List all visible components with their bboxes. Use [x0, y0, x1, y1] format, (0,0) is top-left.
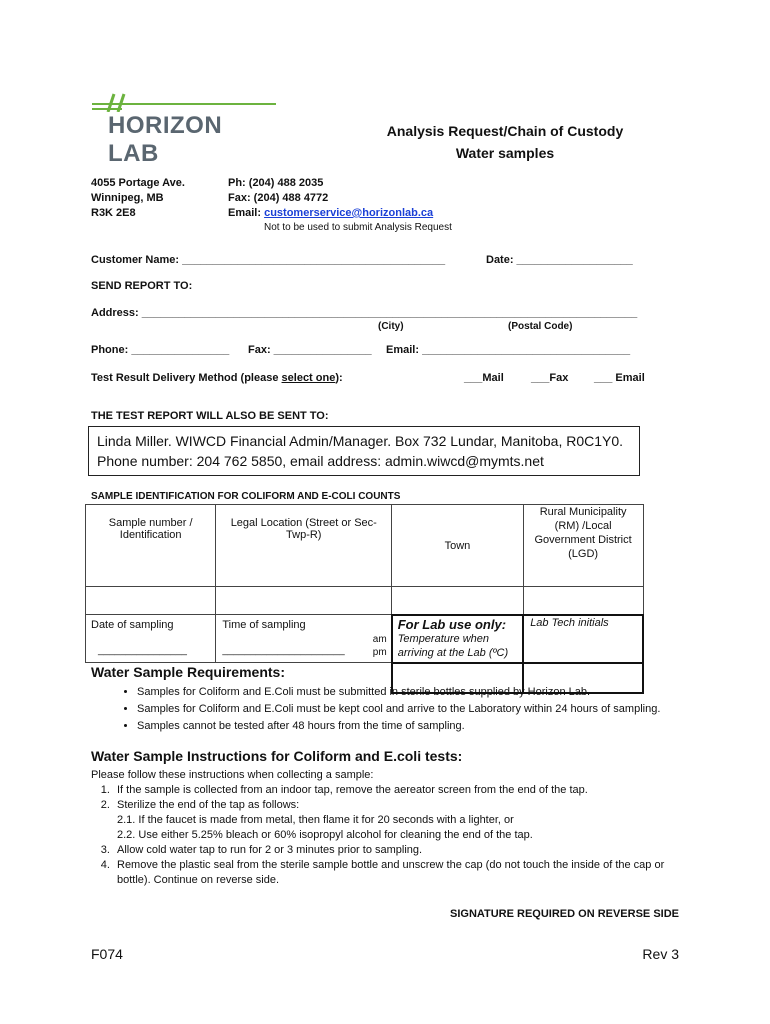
title-line2: Water samples — [455, 145, 555, 161]
logo-mark-icon — [92, 92, 276, 112]
also-sent-heading: THE TEST REPORT WILL ALSO BE SENT TO: — [91, 410, 329, 422]
send-report-heading: SEND REPORT TO: — [91, 280, 193, 292]
cell-lab-use — [392, 615, 523, 663]
date-sampling-label: Date of sampling — [91, 619, 174, 631]
instructions-list — [91, 783, 691, 888]
list-item: • Samples for Coliform and E.Coli must be kept cool and arrive to the Laboratory within 24 hours of sampling. — [137, 701, 701, 718]
address-field[interactable]: Address: _________________________________________________________________________________ — [91, 307, 638, 319]
lab-address — [91, 176, 185, 221]
signature-notice: SIGNATURE REQUIRED ON REVERSE SIDE — [450, 908, 679, 920]
instructions-section — [91, 748, 691, 888]
delivery-label-pre: Test Result Delivery Method (please — [91, 372, 282, 384]
email-link[interactable]: customerservice@horizonlab.ca — [264, 207, 434, 219]
list-item: 1. If the sample is collected from an indoor tap, remove the aereator screen from the end of the tap. — [113, 783, 691, 798]
cell-legal-location[interactable] — [216, 587, 392, 615]
horizon-lab-logo — [92, 92, 276, 167]
delivery-fax-option[interactable]: ___Fax — [531, 372, 569, 384]
fax-field[interactable]: Fax: ________________ — [248, 344, 372, 356]
contact-note: Not to be used to submit Analysis Request — [264, 222, 452, 233]
list-item: 4. Remove the plastic seal from the sterile sample bottle and unscrew the cap (do not touch the inside of the cap or bottle). Continue on reverse side. — [113, 858, 691, 888]
delivery-label-underlined: select one — [281, 372, 336, 384]
email-label: Email: — [228, 207, 265, 219]
cell-town[interactable] — [392, 587, 523, 615]
am-label[interactable]: am — [372, 634, 387, 645]
lab-contact — [228, 176, 433, 221]
lab-use-label: For Lab use only: — [397, 616, 507, 632]
title-line1: Analysis Request/Chain of Custody — [386, 123, 624, 139]
date-sampling-blank[interactable]: ________________ — [98, 645, 187, 656]
date-field[interactable]: Date: ___________________ — [486, 254, 633, 266]
revision-number: Rev 3 — [642, 946, 679, 962]
page-title — [360, 120, 650, 164]
address-line2: Winnipeg, MB — [91, 192, 164, 204]
time-sampling-blank[interactable]: ______________________ — [222, 645, 345, 656]
lab-tech-label: Lab Tech initials — [530, 616, 609, 629]
header-legal-location: Legal Location (Street or Sec-Twp-R) — [216, 505, 392, 587]
step2-1-text: 2.1. If the faucet is made from metal, then flame it for 20 seconds with a lighter, or — [117, 814, 514, 826]
email-field[interactable]: Email: __________________________________ — [386, 344, 631, 356]
list-item: • Samples cannot be tested after 48 hours from the time of sampling. — [137, 718, 701, 735]
city-label: (City) — [378, 321, 404, 332]
cell-time-sampling[interactable] — [216, 615, 392, 663]
requirements-list — [91, 684, 701, 735]
contact-phone: Ph: (204) 488 2035 — [228, 177, 324, 189]
pm-label[interactable]: pm — [372, 647, 387, 658]
header-sample-number: Sample number / Identification — [86, 505, 216, 587]
list-item: • Samples for Coliform and E.Coli must be submitted in sterile bottles supplied by Horizon Lab. — [137, 684, 701, 701]
delivery-email-option[interactable]: ___ Email — [594, 372, 645, 384]
cell-date-sampling[interactable] — [86, 615, 216, 663]
list-item: 3. Allow cold water tap to run for 2 or 3 minutes prior to sampling. — [113, 843, 691, 858]
cell-lab-tech — [523, 615, 643, 663]
list-item — [113, 798, 691, 843]
address-line1: 4055 Portage Ave. — [91, 177, 185, 189]
customer-name-field[interactable]: Customer Name: ___________________________________________ — [91, 254, 446, 266]
temperature-label: Temperature when arriving at the Lab (ºC) — [397, 632, 509, 659]
postal-label: (Postal Code) — [508, 321, 573, 332]
phone-field[interactable]: Phone: ________________ — [91, 344, 230, 356]
time-sampling-label: Time of sampling — [222, 619, 306, 631]
delivery-label-post: ): — [335, 372, 343, 384]
requirements-heading: Water Sample Requirements: — [91, 664, 285, 680]
also-sent-box — [88, 426, 640, 476]
instructions-heading: Water Sample Instructions for Coliform and E.coli tests: — [91, 748, 463, 764]
delivery-mail-option[interactable]: ___Mail — [464, 372, 504, 384]
step2-2-text: 2.2. Use either 5.25% bleach or 60% isopropyl alcohol for cleaning the end of the tap. — [117, 829, 533, 841]
sample-table-heading: SAMPLE IDENTIFICATION FOR COLIFORM AND E-COLI COUNTS — [91, 491, 401, 502]
requirements-section — [91, 664, 701, 735]
cell-sample-number[interactable] — [86, 587, 216, 615]
step2-text: Sterilize the end of the tap as follows: — [117, 799, 300, 811]
header-town: Town — [392, 505, 523, 587]
brand-name: HORIZON LAB — [108, 112, 223, 167]
header-rural-municipality: Rural Municipality (RM) /Local Government District (LGD) — [523, 505, 643, 587]
address-line3: R3K 2E8 — [91, 207, 136, 219]
also-sent-line1: Linda Miller. WIWCD Financial Admin/Manager. Box 732 Lundar, Manitoba, R0C1Y0. — [97, 433, 624, 449]
form-number: F074 — [91, 946, 123, 962]
contact-fax: Fax: (204) 488 4772 — [228, 192, 329, 204]
cell-rural-municipality[interactable] — [523, 587, 643, 615]
also-sent-line2: Phone number: 204 762 5850, email address: admin.wiwcd@mymts.net — [97, 453, 544, 469]
instructions-intro: Please follow these instructions when collecting a sample: — [91, 769, 374, 781]
delivery-method-label — [91, 372, 343, 384]
contact-email-row — [228, 206, 433, 221]
